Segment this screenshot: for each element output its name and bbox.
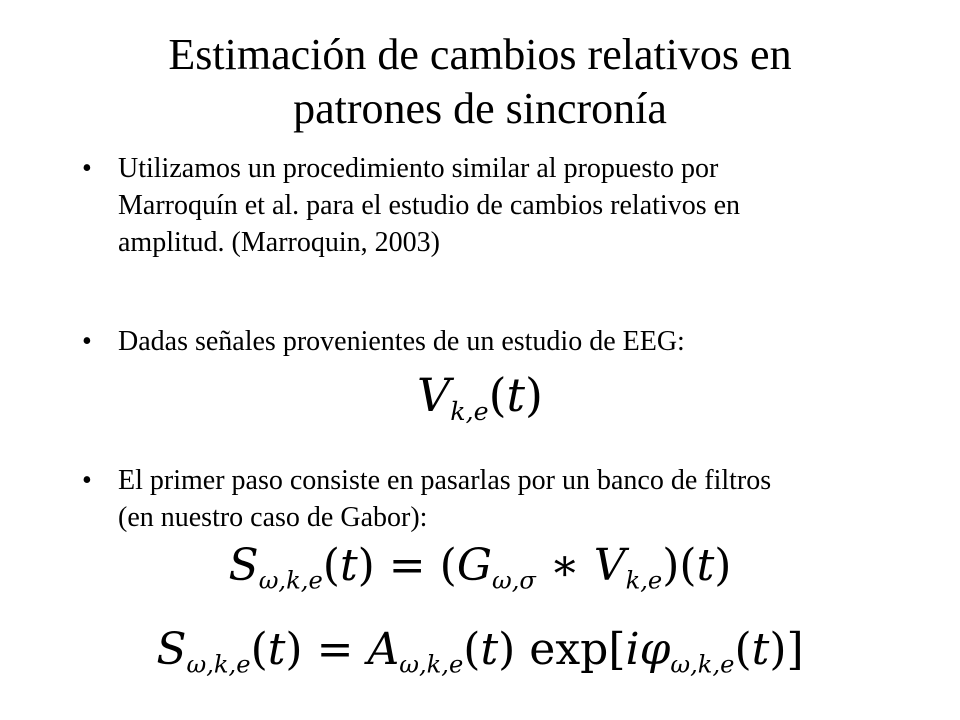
bullet-icon: • — [82, 153, 92, 184]
bullet-icon: • — [82, 326, 92, 357]
equation-signal: $V_{k,e}(t)$ — [417, 368, 543, 426]
bullet-1-line-2: Marroquín et al. para el estudio de cambios relativos en — [118, 190, 741, 221]
title-line-1: Estimación de cambios relativos en — [168, 30, 792, 79]
slide-title — [0, 28, 960, 136]
equation-convolution: $S_{\omega,k,e}(t) = (G_{\omega,\sigma}$ ∗ $V_{k,e})(t)$ — [228, 540, 732, 595]
equation-analytic-form: $S_{\omega,k,e}(t) = A_{\omega,k,e}(t)$ $\exp[i\varphi_{\omega,k,e}(t)]$ — [156, 624, 804, 679]
bullet-2-line-1: Dadas señales provenientes de un estudio de EEG: — [118, 326, 685, 357]
bullet-text-2 — [118, 323, 882, 360]
bullet-icon: • — [82, 465, 92, 496]
bullet-item-3 — [82, 462, 882, 536]
bullet-1-line-1: Utilizamos un procedimiento similar al propuesto por — [118, 153, 719, 184]
title-line-2: patrones de sincronía — [293, 84, 667, 133]
bullet-item-2 — [82, 323, 882, 360]
bullet-text-1 — [118, 150, 882, 261]
bullet-1-line-3: amplitud. (Marroquin, 2003) — [118, 227, 440, 258]
bullet-3-line-2: (en nuestro caso de Gabor): — [118, 502, 428, 533]
bullet-item-1 — [82, 150, 882, 261]
bullet-text-3 — [118, 462, 882, 536]
bullet-3-line-1: El primer paso consiste en pasarlas por un banco de filtros — [118, 465, 772, 496]
